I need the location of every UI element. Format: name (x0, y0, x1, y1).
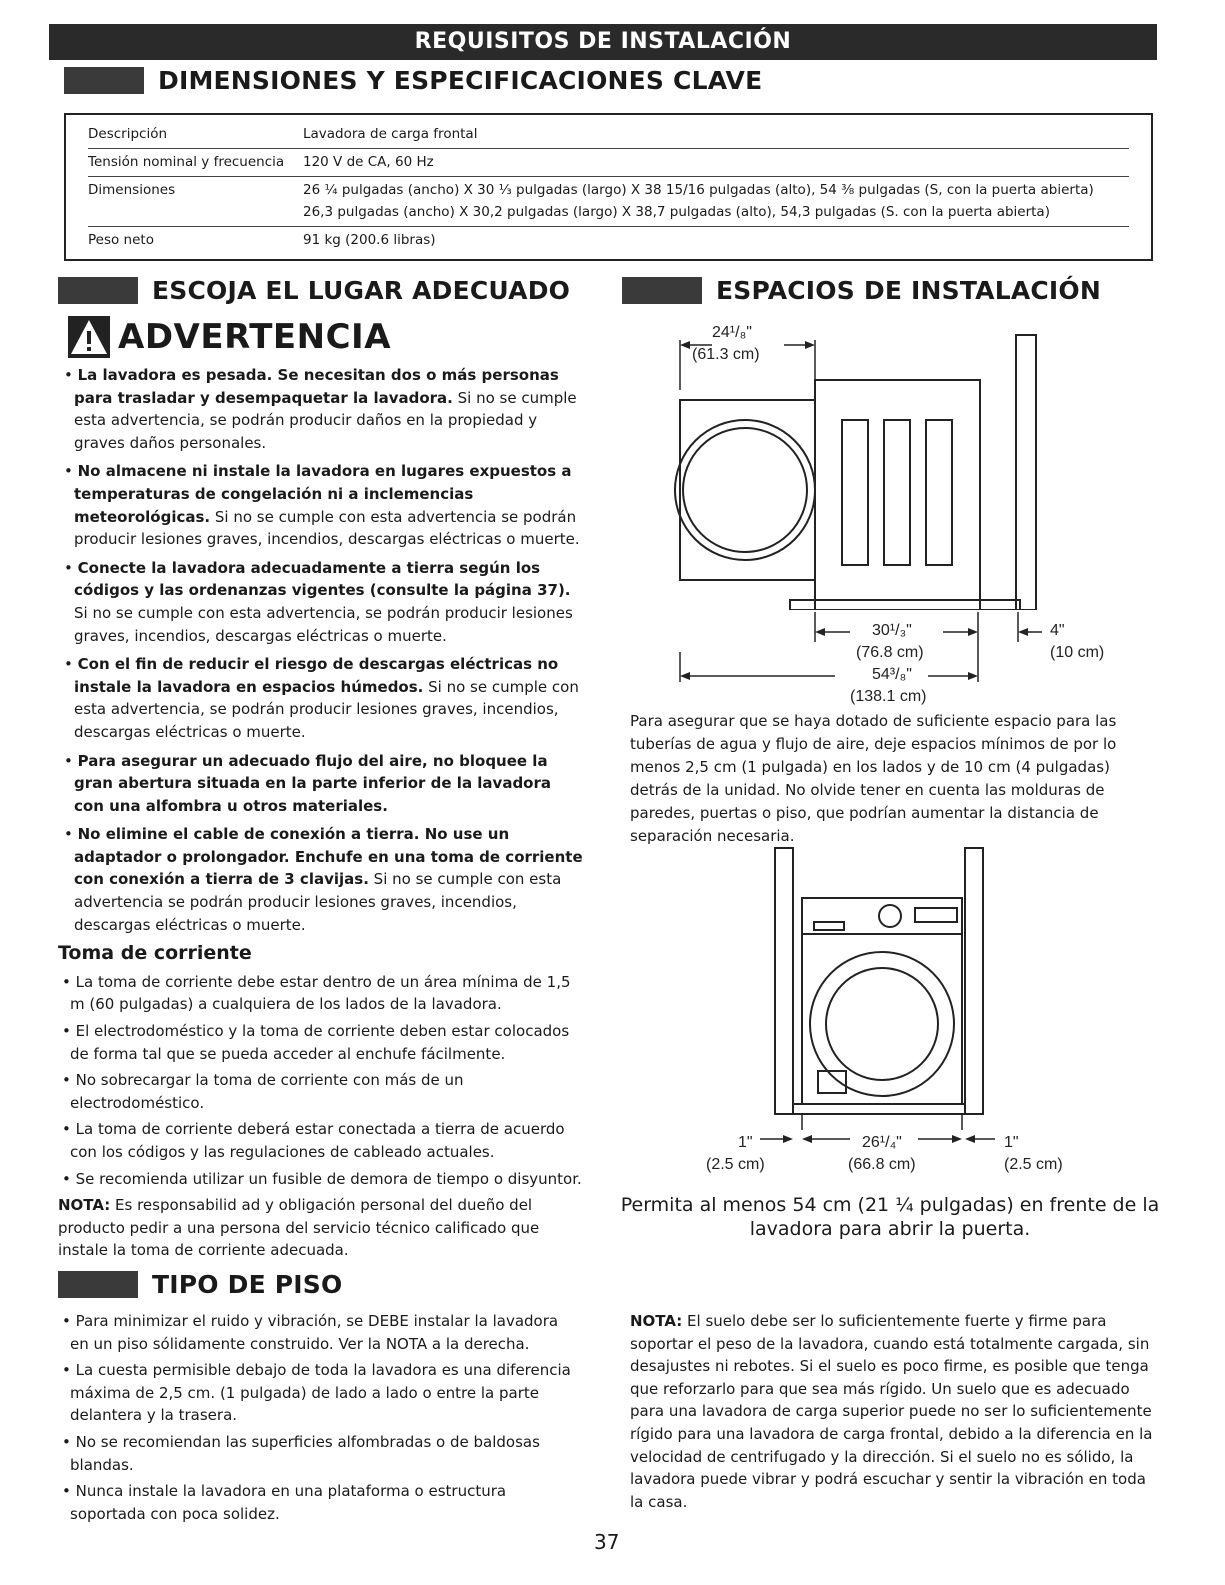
spec-key: Descripción (88, 126, 168, 142)
spec-key: Dimensiones (88, 182, 176, 198)
spec-row (88, 177, 1129, 227)
specs-title: DIMENSIONES Y ESPECIFICACIONES CLAVE (158, 66, 763, 95)
spec-table (64, 113, 1153, 261)
spec-value: 120 V de CA, 60 Hz (303, 154, 434, 170)
depth-in-label: 30¹/₃" (872, 622, 912, 639)
heading-bar (64, 67, 144, 94)
door-ring (683, 428, 807, 552)
clearances-heading (622, 276, 1101, 305)
warning-text: Si no se cumple esta advertencia, se podrán producir daños en la propiedad y graves daños personales. (74, 388, 577, 452)
page-banner: REQUISITOS DE INSTALACIÓN (49, 24, 1157, 60)
base-platform (790, 600, 1020, 610)
outlet-item: • El electrodoméstico y la toma de corriente deben estar colocados de forma tal que se pueda acceder al enchufe fácilmente. (62, 1022, 570, 1063)
spec-row (88, 121, 1129, 149)
spec-row (88, 149, 1129, 177)
front-right-cm-label: (2.5 cm) (1004, 1156, 1063, 1173)
washer-panel (842, 420, 868, 565)
door-inner (826, 968, 938, 1080)
spec-value: Lavadora de carga frontal (303, 126, 478, 142)
note-label: NOTA: (630, 1312, 683, 1330)
front-left-in-label: 1" (738, 1134, 753, 1151)
spec-value: 91 kg (200.6 libras) (303, 232, 436, 248)
front-left-cm-label: (2.5 cm) (706, 1156, 765, 1173)
outlet-item: • La toma de corriente deberá estar conectada a tierra de acuerdo con los códigos y las regulaciones de cableado actuales. (62, 1120, 565, 1161)
washer-panel (926, 420, 952, 565)
floor-note (630, 1310, 1155, 1513)
outlet-item: • La toma de corriente debe estar dentro de un área mínima de 1,5 m (60 pulgadas) a cualquiera de los lados de la lavadora. (62, 972, 571, 1014)
outlet-item-text: El electrodoméstico y la toma de corriente deben estar colocados de forma tal que se pueda acceder al enchufe fácilmente. (70, 1022, 570, 1063)
floor-line (793, 1104, 965, 1114)
door-clearance-message: Permita al menos 54 cm (21 ¼ pulgadas) en frente de la lavadora para abrir la puerta. (620, 1194, 1160, 1240)
heading-bar (622, 277, 702, 304)
washer-panel (884, 420, 910, 565)
outlet-item-text: La toma de corriente deberá estar conectada a tierra de acuerdo con los códigos y las regulaciones de cableado actuales. (70, 1120, 565, 1161)
warning-title: ADVERTENCIA (118, 317, 392, 357)
warning-bold: Con el fin de reducir el riesgo de descargas eléctricas no instale la lavadora en espacios húmedos. (74, 655, 559, 696)
clearances-title: ESPACIOS DE INSTALACIÓN (716, 276, 1101, 305)
note-text: El suelo debe ser lo suficientemente fuerte y firme para soportar el peso de la lavadora, cuando está totalmente cargada, sin desajustes ni rebotes. Si el suelo es poco firme, es posible que tenga que reforzarlo para que sea más rígido. Un suelo que es adecuado para una lavadora de carga superior puede no ser lo suficientemente rígido para una lavadora de carga frontal, debido a la diferencia en la velocidad de centrifugado y la dirección. Si el suelo no es sólido, la lavadora puede vibrar y podrá escuchar y sentir la vibración en toda la casa. (630, 1312, 1153, 1511)
warning-item: • No elimine el cable de conexión a tierra. No use un adaptador o prolongador. Enchufe en una toma de corriente con conexión a tierra de 3 clavijas. Si no se cumple con esta advertencia se podrán producir lesiones graves, incendios, descargas eléctricas o muerte. (64, 825, 583, 934)
width-cm-label: (61.3 cm) (692, 346, 760, 363)
front-width-in-label: 26¹/₄" (862, 1134, 902, 1151)
floor-item: • La cuesta permisible debajo de toda la lavadora es una diferencia máxima de 2,5 cm. (1 pulgada) de lado a lado o entre la parte delantera y la trasera. (62, 1361, 571, 1425)
warning-text: Si no se cumple con esta advertencia se podrán producir lesiones graves, incendios, descargas eléctricas o muerte. (74, 507, 580, 549)
door-outer (810, 952, 954, 1096)
heading-bar (58, 1271, 138, 1298)
warning-bold: Conecte la lavadora adecuadamente a tierra según los códigos y las ordenanzas vigentes (consulte la página 37). (74, 558, 571, 600)
warning-item: • Conecte la lavadora adecuadamente a tierra según los códigos y las ordenanzas vigentes (consulte la página 37). Si no se cumple con esta advertencia, se podrán producir lesiones graves, incendios, descargas eléctricas o muerte. (64, 558, 573, 645)
width-in-label: 24¹/₈" (712, 324, 752, 341)
front-right-in-label: 1" (1004, 1134, 1019, 1151)
floor-list (58, 1310, 578, 1529)
rear-wall (1016, 335, 1036, 610)
left-column (58, 364, 586, 1262)
open-cm-label: (138.1 cm) (850, 688, 927, 705)
floor-title: TIPO DE PISO (152, 1270, 343, 1299)
depth-cm-label: (76.8 cm) (856, 644, 924, 661)
spec-row (88, 227, 1129, 254)
outlet-item-text: Se recomienda utilizar un fusible de demora de tiempo o disyuntor. (75, 1169, 582, 1188)
spec-value-metric: 26,3 pulgadas (ancho) X 30,2 pulgadas (largo) X 38,7 pulgadas (alto), 54,3 pulgadas (S. con la puerta abierta) (303, 204, 1050, 220)
spec-value: 26 ¼ pulgadas (ancho) X 30 ⅓ pulgadas (largo) X 38 15/16 pulgadas (alto), 54 ⅜ pulgadas (S, con la puerta abierta) (303, 182, 1094, 198)
warning-item: • No almacene ni instale la lavadora en lugares expuestos a temperaturas de congelación ni a inclemencias meteorológicas. Si no se cumple con esta advertencia se podrán producir lesiones graves, incendios, descargas eléctricas o muerte. (64, 462, 580, 549)
filter-cover (818, 1071, 846, 1093)
washer-front (802, 898, 962, 1104)
warning-item: • Con el fin de reducir el riesgo de descargas eléctricas no instale la lavadora en espacios húmedos. Si no se cumple con esta advertencia, se podrán producir lesiones graves, incendios, descargas eléctricas o muerte. (64, 655, 579, 741)
note-label: NOTA: (58, 1196, 111, 1215)
specs-heading (64, 66, 762, 95)
floor-item-text: La cuesta permisible debajo de toda la lavadora es una diferencia máxima de 2,5 cm. (1 pulgada) de lado a lado o entre la parte delantera y la trasera. (70, 1361, 571, 1425)
location-heading (58, 276, 570, 305)
warning-text: Si no se cumple con esta advertencia se podrán producir lesiones graves, incendios, descargas eléctricas o muerte. (74, 870, 562, 934)
warning-item: • La lavadora es pesada. Se necesitan dos o más personas para trasladar y desempaquetar la lavadora. Si no se cumple esta advertencia, se podrán producir daños en la propiedad y graves daños personales. (64, 366, 577, 452)
heading-bar (58, 277, 138, 304)
front-view-diagram (760, 846, 1020, 1130)
outlet-item-text: No sobrecargar la toma de corriente con más de un electrodoméstico. (70, 1071, 464, 1112)
warning-item: • Para asegurar un adecuado flujo del aire, no bloquee la gran abertura situada en la parte inferior de la lavadora con una alfombra u otros materiales. (64, 751, 552, 815)
warning-triangle-icon (68, 316, 110, 358)
side-view-diagram (660, 330, 1140, 610)
floor-item: • No se recomiendan las superficies alfombradas o de baldosas blandas. (62, 1432, 540, 1474)
front-width-cm-label: (66.8 cm) (848, 1156, 916, 1173)
floor-item: • Nunca instale la lavadora en una plataforma o estructura soportada con poca solidez. (62, 1482, 507, 1523)
floor-item: • Para minimizar el ruido y vibración, se DEBE instalar la lavadora en un piso sólidamente construido. Ver la NOTA a la derecha. (62, 1312, 559, 1353)
rear-cm-label: (10 cm) (1050, 644, 1105, 661)
outlet-title: Toma de corriente (58, 942, 252, 965)
rear-in-label: 4" (1050, 622, 1065, 639)
door-glass (675, 420, 815, 560)
warning-text: Si no se cumple con esta advertencia, se podrán producir lesiones graves, incendios, descargas eléctricas o muerte. (74, 603, 573, 645)
warning-bold: No almacene ni instale la lavadora en lugares expuestos a temperaturas de congelación ni a inclemencias meteorológicas. (74, 462, 572, 526)
warning-bold: La lavadora es pesada. Se necesitan dos o más personas para trasladar y desempaquetar la lavadora. (74, 366, 559, 407)
control-knob (879, 905, 901, 927)
warning-bold: No elimine el cable de conexión a tierra. No use un adaptador o prolongador. Enchufe en una toma de corriente con conexión a tierra de 3 clavijas. (74, 825, 583, 889)
outlet-item-text: La toma de corriente debe estar dentro de un área mínima de 1,5 m (60 pulgadas) a cualquiera de los lados de la lavadora. (70, 972, 571, 1014)
warning-text: Si no se cumple con esta advertencia, se podrán producir lesiones graves, incendios, descargas eléctricas o muerte. (74, 677, 579, 741)
warning-bold: Para asegurar un adecuado flujo del aire, no bloquee la gran abertura situada en la parte inferior de la lavadora con una alfombra u otros materiales. (74, 751, 552, 815)
left-wall (775, 848, 793, 1114)
open-in-label: 54³/₈" (872, 666, 912, 683)
detergent-drawer (814, 922, 844, 930)
control-display (915, 908, 957, 922)
floor-item-text: No se recomiendan las superficies alfombradas o de baldosas blandas. (70, 1432, 540, 1474)
outlet-note (58, 1194, 586, 1262)
warning-header (68, 316, 391, 358)
page-number: 37 (594, 1530, 620, 1554)
door-outline (680, 400, 815, 580)
location-title: ESCOJA EL LUGAR ADECUADO (152, 276, 571, 305)
outlet-item: • Se recomienda utilizar un fusible de demora de tiempo o disyuntor. (62, 1169, 582, 1188)
right-wall (965, 848, 983, 1114)
spec-key: Tensión nominal y frecuencia (88, 154, 285, 170)
outlet-item: • No sobrecargar la toma de corriente con más de un electrodoméstico. (62, 1071, 464, 1112)
washer-body (815, 380, 980, 610)
clearance-paragraph: Para asegurar que se haya dotado de suficiente espacio para las tuberías de agua y flujo de aire, deje espacios mínimos de por lo menos 2,5 cm (1 pulgada) en los lados y de 10 cm (4 pulgadas) detrás de la unidad. No olvide tener en cuenta las molduras de paredes, puertas o piso, que podrían aumentar la distancia de separación necesaria. (630, 712, 1117, 845)
note-text: Es responsabilid ad y obligación personal del dueño del producto pedir a una persona del servicio técnico calificado que instale la toma de corriente adecuada. (58, 1196, 540, 1260)
spec-key: Peso neto (88, 232, 154, 248)
floor-heading (58, 1270, 342, 1299)
floor-item-text: Para minimizar el ruido y vibración, se DEBE instalar la lavadora en un piso sólidamente construido. Ver la NOTA a la derecha. (70, 1312, 559, 1353)
floor-item-text: Nunca instale la lavadora en una plataforma o estructura soportada con poca solidez. (70, 1482, 507, 1523)
